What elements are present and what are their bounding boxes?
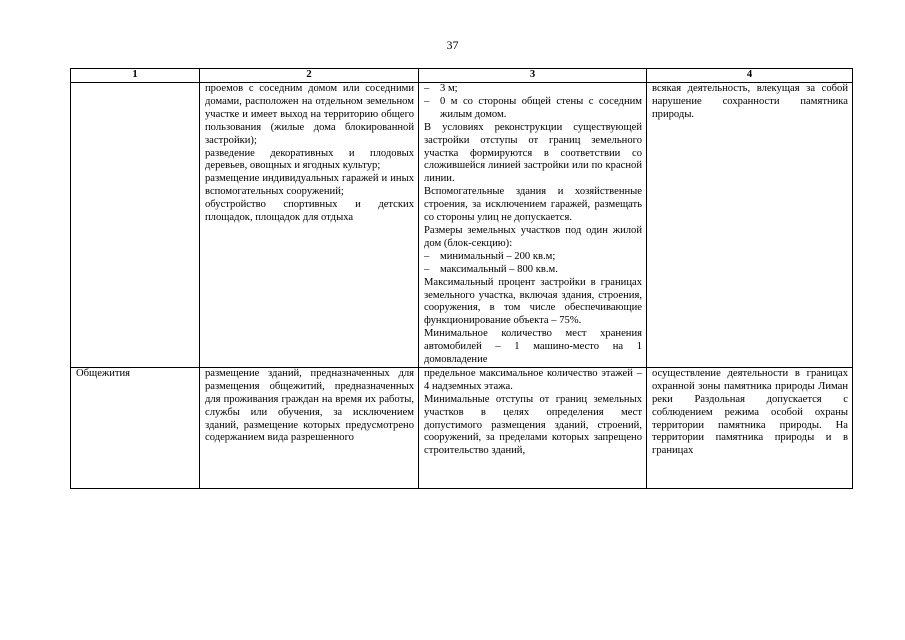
page-number: 37 bbox=[446, 38, 459, 52]
dash-item: – 0 м со стороны общей стены с соседним жилым домом. bbox=[424, 96, 642, 122]
paragraph: предельное максимальное количество этажей – 4 надземных этажа. bbox=[424, 367, 642, 392]
row2-col4 bbox=[647, 367, 853, 488]
paragraph: Максимальный процент застройки в границах земельного участка, включая здания, строения, сооружения, в том числе обеспечивающие функционирование объекта – 75%. bbox=[424, 276, 642, 327]
paragraph: разведение декоративных и плодовых деревьев, овощных и ягодных культур; bbox=[205, 147, 414, 172]
paragraph: осуществление деятельности в границах охранной зоны памятника природы Лиман реки Раздольная допускается с соблюдением режима особой охраны территории памятника природы. На территории памятника природы и в границах bbox=[652, 367, 848, 457]
row2-col3 bbox=[419, 367, 647, 488]
table-row bbox=[71, 367, 853, 488]
row1-col2 bbox=[200, 83, 419, 368]
paragraph: В условиях реконструкции существующей застройки отступы от границ земельного участка формируются в соответствии со сложившейся линией застройки или по красной линии. bbox=[424, 121, 642, 185]
paragraph: Минимальные отступы от границ земельных участков в целях определения мест допустимого размещения зданий, строений, сооружений, за пределами которых запрещено строительство зданий, bbox=[424, 393, 642, 457]
row1-col4 bbox=[647, 83, 853, 368]
dash-item: – максимальный – 800 кв.м. bbox=[424, 264, 642, 277]
paragraph: обустройство спортивных и детских площадок, площадок для отдыха bbox=[205, 199, 414, 224]
dash-item: – 3 м; bbox=[424, 83, 642, 96]
column-header-2: 2 bbox=[200, 69, 419, 83]
paragraph: проемов с соседним домом или соседними домами, расположен на отдельном земельном участке и имеет выход на территорию общего пользования (жилые дома блокированной застройки); bbox=[205, 83, 414, 146]
column-header-3: 3 bbox=[419, 69, 647, 83]
paragraph: Размеры земельных участков под один жилой дом (блок-секцию): bbox=[424, 224, 642, 249]
paragraph: Вспомогательные здания и хозяйственные строения, за исключением гаражей, размещать со стороны улиц не допускается. bbox=[424, 186, 642, 224]
paragraph: размещение индивидуальных гаражей и иных вспомогательных сооружений; bbox=[205, 173, 414, 198]
row2-col2 bbox=[200, 367, 419, 488]
column-header-4: 4 bbox=[647, 69, 853, 83]
dash-item: – минимальный – 200 кв.м; bbox=[424, 251, 642, 264]
paragraph: Минимальное количество мест хранения автомобилей – 1 машино-место на 1 домовладение bbox=[424, 328, 642, 366]
row2-col1: Общежития bbox=[71, 367, 200, 488]
paragraph: всякая деятельность, влекущая за собой нарушение сохранности памятника природы. bbox=[652, 83, 848, 120]
table-row bbox=[71, 83, 853, 368]
row1-col1 bbox=[71, 83, 200, 368]
row1-col3 bbox=[419, 83, 647, 368]
column-header-1: 1 bbox=[71, 69, 200, 83]
paragraph: размещение зданий, предназначенных для размещения общежитий, предназначенных для проживания граждан на время их работы, службы или обучения, за исключением зданий, размещение которых предусмотрено содержанием вида разрешенного bbox=[205, 367, 414, 444]
header-row bbox=[71, 69, 853, 83]
regulations-table bbox=[70, 68, 853, 489]
